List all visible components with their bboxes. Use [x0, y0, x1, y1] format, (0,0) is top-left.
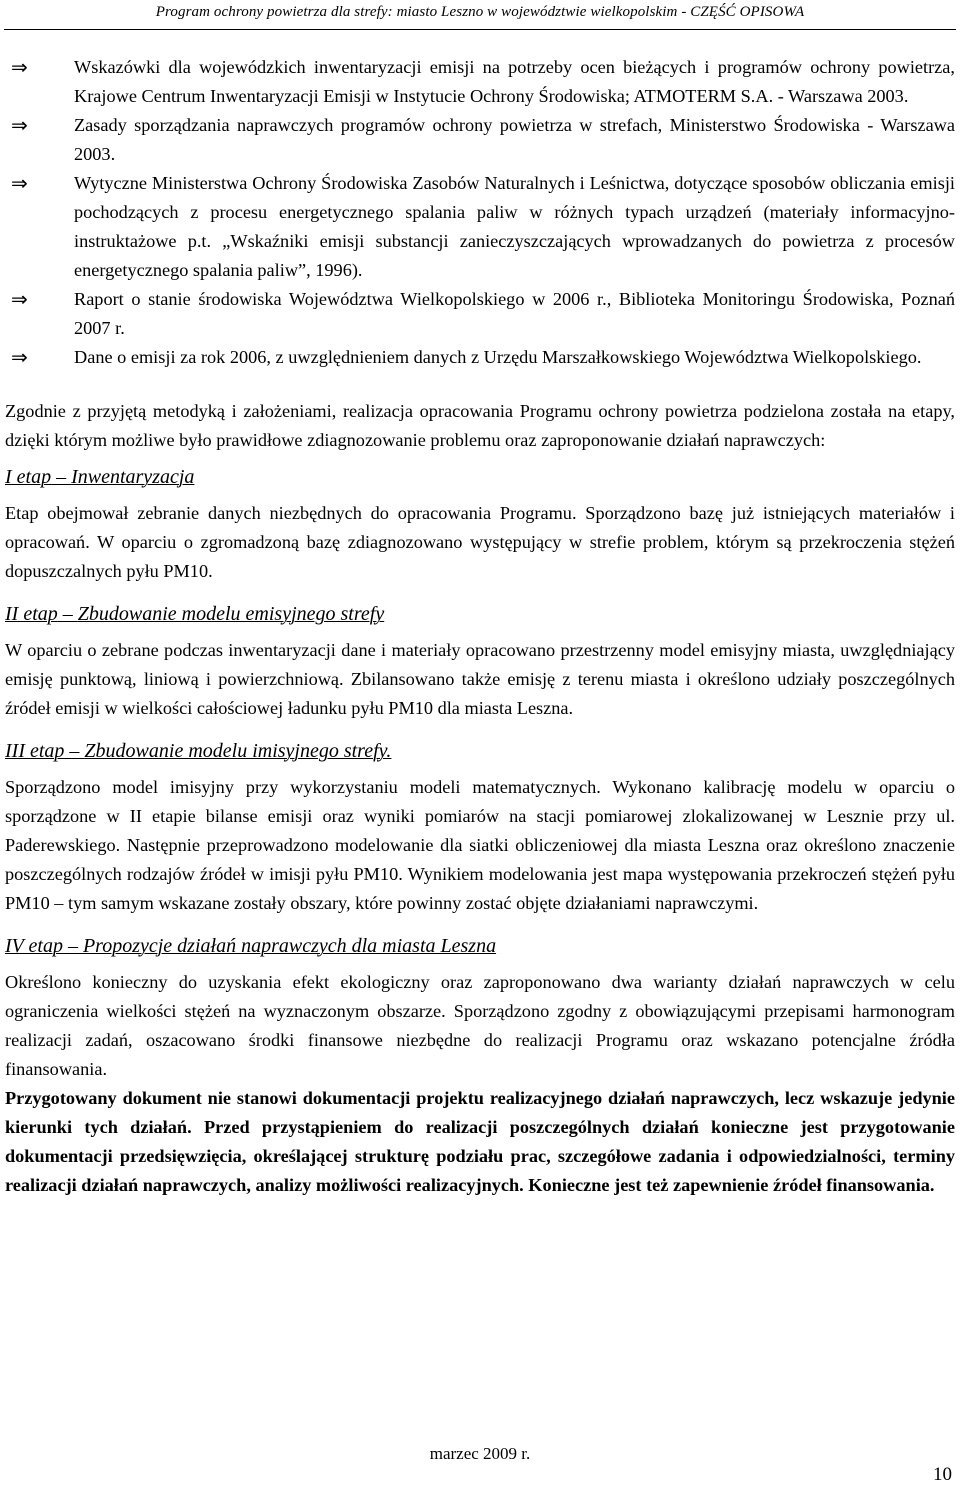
stage-3-paragraph: Sporządzono model imisyjny przy wykorzystaniu modeli matematycznych. Wykonano kalibrację modelu w oparciu o sporządzone w II etapie bilanse emisji oraz wyniki pomiarów na stacji pomiarowej zlokalizowanej w Lesznie przy ul. Paderewskiego. Następnie przeprowadzono modelowanie dla siatki obliczeniowej dla miasta Leszna oraz określono znaczenie poszczególnych rodzajów źródeł w imisji pyłu PM10. Wynikiem modelowania jest mapa występowania przekroczeń stężeń pyłu PM10 – tym samym wskazane zostały obszary, które powinny zostać objęte działaniami naprawczymi. [5, 777, 955, 913]
reference-item: ⇒ Dane o emisji za rok 2006, z uwzględnieniem danych z Urzędu Marszałkowskiego Województwa Wielkopolskiego. [5, 343, 955, 372]
stage-2-heading: II etap – Zbudowanie modelu emisyjnego strefy [5, 603, 385, 625]
double-right-arrow-icon: ⇒ [11, 171, 28, 195]
document-body [5, 53, 955, 1200]
header-rule [4, 29, 956, 30]
reference-item: ⇒ Wytyczne Ministerstwa Ochrony Środowiska Zasobów Naturalnych i Leśnictwa, dotyczące sposobów obliczania emisji pochodzących z procesu energetycznego spalania paliw w różnych typach urządzeń (materiały informacyjno-instruktażowe p.t. „Wskaźniki emisji substancji zanieczyszczających wprowadzanych do powietrza z procesów energetycznego spalania paliw”, 1996). [11, 171, 955, 280]
double-right-arrow-icon: ⇒ [11, 113, 28, 137]
stage-4-paragraph: Określono konieczny do uzyskania efekt ekologiczny oraz zaproponowano dwa warianty działań naprawczych w celu ograniczenia wielkości stężeń na wyznaczonym obszarze. Sporządzono zgodny z obowiązującymi przepisami harmonogram realizacji zadań, oszacowano środki finansowe niezbędne do realizacji Programu oraz wskazano potencjalne źródła finansowania. [5, 972, 955, 1079]
closing-bold-paragraph: Przygotowany dokument nie stanowi dokumentacji projektu realizacyjnego działań naprawczych, lecz wskazuje jedynie kierunki tych działań. Przed przystąpieniem do realizacji poszczególnych działań konieczne jest przygotowanie dokumentacji przedsięwzięcia, określającej strukturę podziału prac, szczegółowe zadania i odpowiedzialności, terminy realizacji działań naprawczych, analizy możliwości realizacyjnych. Konieczne jest też zapewnienie źródeł finansowania. [5, 1088, 955, 1195]
stage-2-paragraph: W oparciu o zebrane podczas inwentaryzacji dane i materiały opracowano przestrzenny model emisyjny miasta, uwzględniający emisję punktową, liniową i powierzchniową. Zbilansowano także emisję z terenu miasta i określono udziały poszczególnych źródeł emisji w wielkości całościowej ładunku pyłu PM10 dla miasta Leszna. [5, 640, 955, 718]
double-right-arrow-icon: ⇒ [11, 55, 28, 79]
intro-paragraph: Zgodnie z przyjętą metodyką i założeniami, realizacja opracowania Programu ochrony powietrza podzielona została na etapy, dzięki którym możliwe było prawidłowe zdiagnozowanie problemu oraz zaproponowanie działań naprawczych: [5, 401, 955, 450]
reference-item: ⇒ Wskazówki dla wojewódzkich inwentaryzacji emisji na potrzeby ocen bieżących i programów ochrony powietrza, Krajowe Centrum Inwentaryzacji Emisji w Instytucie Ochrony Środowiska; ATMOTERM S.A. - Warszawa 2003. [11, 55, 955, 106]
reference-item: ⇒ Zasady sporządzania naprawczych programów ochrony powietrza w strefach, Ministerstwo Środowiska - Warszawa 2003. [11, 113, 955, 164]
stage-1-paragraph: Etap obejmował zebranie danych niezbędnych do opracowania Programu. Sporządzono bazę już istniejących materiałów i opracowań. W oparciu o zgromadzoną bazę zdiagnozowano występujący w strefie problem, którym są przekroczenia stężeń dopuszczalnych pyłu PM10. [5, 503, 955, 581]
reference-list [5, 53, 955, 372]
stage-4-heading: IV etap – Propozycje działań naprawczych dla miasta Leszna [5, 935, 497, 957]
stage-1-heading: I etap – Inwentaryzacja [5, 466, 195, 488]
reference-item: ⇒ Raport o stanie środowiska Województwa Wielkopolskiego w 2006 r., Biblioteka Monitoringu Środowiska, Poznań 2007 r. [11, 287, 955, 338]
double-right-arrow-icon: ⇒ [11, 345, 28, 369]
page-number: 10 [933, 1464, 952, 1485]
running-header: Program ochrony powietrza dla strefy: miasto Leszno w województwie wielkopolskim - CZĘŚĆ OPISOWA [155, 4, 805, 20]
stage-3-heading: III etap – Zbudowanie modelu imisyjnego strefy. [5, 740, 392, 762]
double-right-arrow-icon: ⇒ [11, 287, 28, 311]
footer-date: marzec 2009 r. [429, 1444, 531, 1463]
